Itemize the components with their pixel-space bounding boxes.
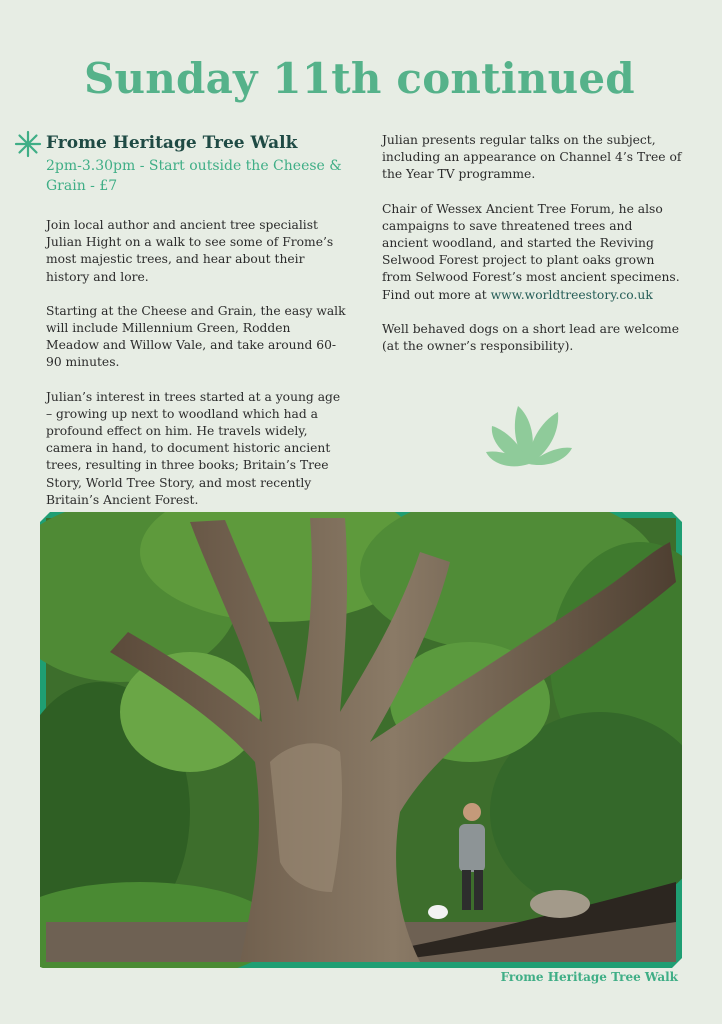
event-description-2: Starting at the Cheese and Grain, the easy walk will include Millennium Green, Rodden Meadow and Willow Vale, and take around 60-90 minutes. bbox=[46, 303, 346, 370]
event-time: 2pm-3.30pm - Start outside the Cheese & Grain - £7 bbox=[46, 158, 342, 194]
tree-photo bbox=[40, 512, 682, 968]
photo-caption: Frome Heritage Tree Walk bbox=[500, 970, 678, 984]
event-description-6: Well behaved dogs on a short lead are welcome (at the owner’s responsibility). bbox=[382, 321, 679, 354]
event-left-column bbox=[46, 132, 346, 526]
website-link[interactable]: www.worldtreestory.co.uk bbox=[490, 287, 653, 302]
event-description-1: Join local author and ancient tree specialist Julian Hight on a walk to see some of Frome’s most majestic trees, and hear about their history and lore. bbox=[46, 218, 334, 284]
event-title: Frome Heritage Tree Walk bbox=[46, 133, 298, 153]
event-description-4: Julian presents regular talks on the subject, including an appearance on Channel 4’s Tree of the Year TV programme. bbox=[382, 133, 682, 182]
event-description-3: Julian’s interest in trees started at a young age – growing up next to woodland which had a profound effect on him. He travels widely, camera in hand, to document historic ancient trees, resulting in three books; Britain’s Tree Story, World Tree Story, and most recently Britain’s Ancient Forest. bbox=[46, 389, 341, 507]
event-description-5-text: Chair of Wessex Ancient Tree Forum, he also campaigns to save threatened trees and ancient woodland, and started the Reviving Selwood Forest project to plant oaks grown from Selwood Forest’s most ancient specimens. Find out more at bbox=[382, 201, 680, 302]
asterisk-star-icon bbox=[14, 130, 42, 158]
event-right-column bbox=[382, 132, 682, 372]
leaf-sprout-icon bbox=[484, 402, 574, 472]
page-title: Sunday 11th continued bbox=[84, 54, 635, 103]
event-description-5 bbox=[382, 201, 682, 304]
